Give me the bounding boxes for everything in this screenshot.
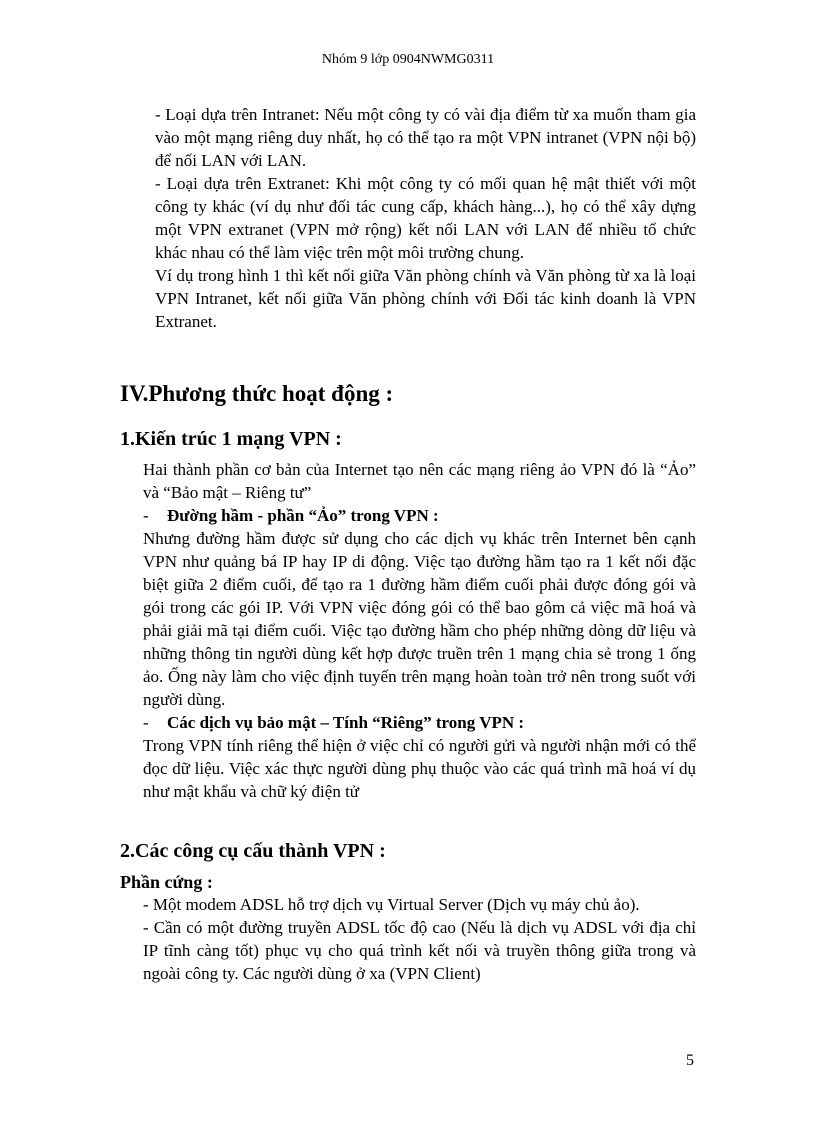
subsection-1-title: 1.Kiến trúc 1 mạng VPN : [120,428,342,450]
bullet-dash: - [143,506,149,525]
subsection-1-body [143,458,696,803]
intro-block [155,103,696,333]
hardware-title: Phần cứng : [120,872,213,892]
bullet-dash: - [143,713,149,732]
bullet-tunnel [143,504,696,527]
subsection-2-title: 2.Các công cụ cấu thành VPN : [120,840,386,862]
paragraph-intranet: - Loại dựa trên Intranet: Nếu một công ty có vài địa điểm từ xa muốn tham gia vào một mạng riêng duy nhất, họ có thể tạo ra một VPN intranet (VPN nội bộ) để nối LAN với LAN. [155,105,696,170]
section-title: IV.Phương thức hoạt động : [120,381,394,406]
subsection-1-intro: Hai thành phần cơ bản của Internet tạo nên các mạng riêng ảo VPN đó là “Ảo” và “Bảo mật – Riêng tư” [143,460,696,502]
bullet-tunnel-title: Đường hầm - phần “Ảo” trong VPN : [167,506,439,525]
bullet-security [143,711,696,734]
bullet-tunnel-text: Nhưng đường hầm được sử dụng cho các dịch vụ khác trên Internet bên cạnh VPN như quảng bá IP hay IP di động. Việc tạo đường hầm tạo ra 1 kết nối đặc biệt giữa 2 điểm cuối, để tạo ra 1 đường hầm điểm cuối phải được đóng gói và gói trong các gói IP. Với VPN việc đóng gói có thể bao gôm cả việc mã hoá và phải giải mã tại điểm cuối. Việc tạo đường hầm cho phép những dòng dữ liệu và những thông tin người dùng kết hợp được truền trên 1 mạng chia sẻ trong 1 ống ảo. Ống này làm cho việc định tuyến trên mạng hoàn toàn trở nên trong suốt với người dùng. [143,529,696,709]
hardware-item-adsl: - Cần có một đường truyền ADSL tốc độ cao (Nếu là dịch vụ ADSL với địa chỉ IP tĩnh càng tốt) phục vụ cho quá trình kết nối và truyền thông giữa trong và ngoài công ty. Các người dùng ở xa (VPN Client) [143,918,696,983]
paragraph-extranet: - Loại dựa trên Extranet: Khi một công ty có mối quan hệ mật thiết với một công ty khác (ví dụ như đối tác cung cấp, khách hàng...), họ có thể xây dựng một VPN extranet (VPN mở rộng) kết nối LAN với LAN để nhiều tổ chức khác nhau có thể làm việc trên một môi trường chung. [155,174,696,262]
paragraph-example: Ví dụ trong hình 1 thì kết nối giữa Văn phòng chính và Văn phòng từ xa là loại VPN Intranet, kết nối giữa Văn phòng chính với Đối tác kinh doanh là VPN Extranet. [155,266,696,331]
bullet-security-title: Các dịch vụ bảo mật – Tính “Riêng” trong VPN : [167,713,525,732]
page-number: 5 [686,1052,694,1069]
hardware-item-modem: - Một modem ADSL hỗ trợ dịch vụ Virtual Server (Dịch vụ máy chủ ảo). [143,895,640,914]
page-header: Nhóm 9 lớp 0904NWMG0311 [321,52,495,67]
bullet-security-text: Trong VPN tính riêng thể hiện ở việc chỉ có người gửi và người nhận mới có thể đọc dữ liệu. Việc xác thực người dùng phụ thuộc vào các quá trình mã hoá ví dụ như mật khẩu và chữ ký điện tử [143,736,696,801]
hardware-body [143,893,696,985]
